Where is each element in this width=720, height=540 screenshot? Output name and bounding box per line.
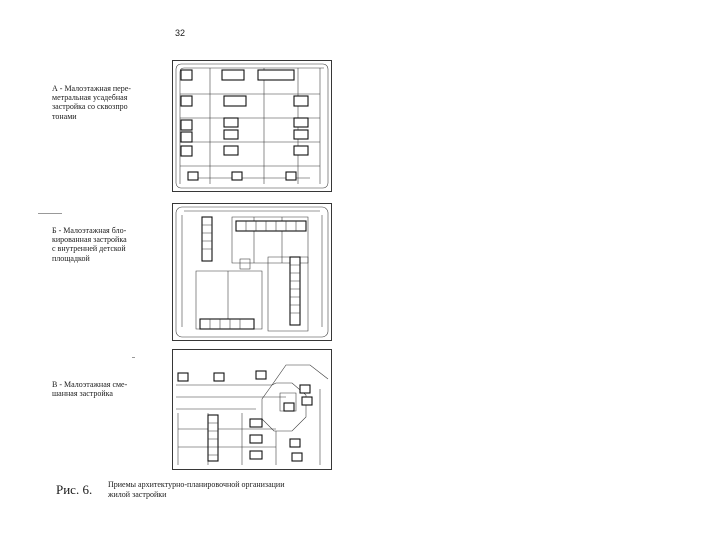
caption-b-line: с внутренней детской [52, 244, 126, 254]
scan-mark [38, 213, 62, 214]
site-plan-b-drawing [172, 203, 332, 341]
caption-a-line: А - Малоэтажная пере- [52, 84, 131, 93]
caption-a-line: метральная усадебная [52, 93, 128, 103]
page-number: 32 [175, 28, 186, 38]
site-plan-c [172, 349, 332, 470]
caption-b-line: Б - Малоэтажная бло- [52, 226, 127, 235]
caption-c-line: шанная застройка [52, 389, 113, 399]
caption-b-line: площадкой [52, 253, 90, 263]
figure-title-line: Приемы архитектурно-планировочной организации [108, 480, 285, 489]
caption-b-line: кированная застройка [52, 235, 127, 245]
figure-title [108, 480, 348, 500]
site-plan-a [172, 60, 332, 192]
caption-a-line: застройка со сквозпро [52, 102, 128, 112]
site-plan-c-drawing [172, 349, 332, 470]
caption-c-line: В - Малоэтажная сме- [52, 380, 128, 389]
caption-b [52, 226, 154, 263]
caption-a [52, 84, 154, 121]
caption-c [52, 380, 154, 398]
scan-mark [132, 357, 135, 358]
site-plan-b [172, 203, 332, 341]
figure-title-line: жилой застройки [108, 490, 167, 499]
caption-a-line: тонами [52, 111, 77, 121]
figure-label: Рис. 6. [56, 482, 93, 497]
site-plan-a-drawing [172, 60, 332, 192]
